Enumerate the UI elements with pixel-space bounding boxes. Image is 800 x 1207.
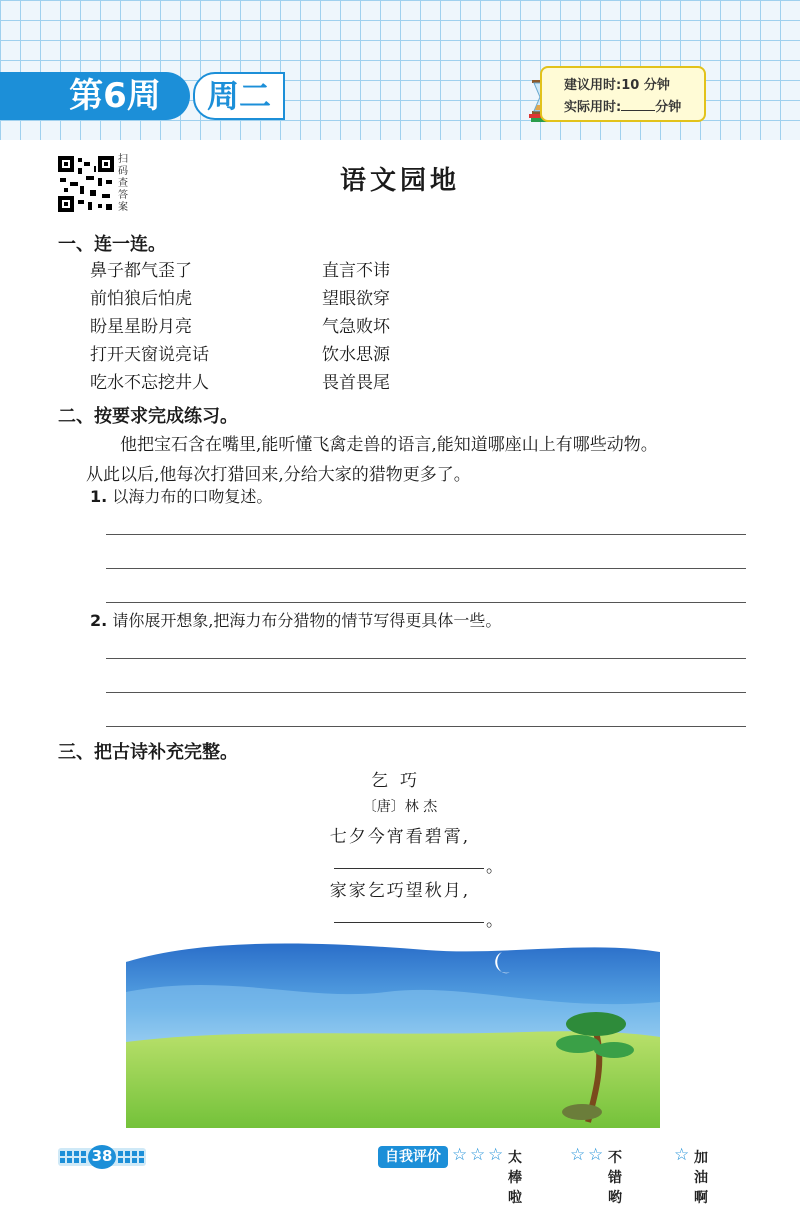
question-2 bbox=[90, 608, 501, 631]
passage-line-1: 他把宝石含在嘴里,能听懂飞禽走兽的语言,能知道哪座山上有哪些动物。 bbox=[120, 435, 658, 455]
poem-blank-line-2[interactable] bbox=[334, 868, 484, 869]
poem-period: 。 bbox=[486, 911, 503, 931]
poem-line-1: 七夕今宵看碧霄, bbox=[329, 827, 471, 847]
rating-label-3: 加油啊 bbox=[694, 1150, 708, 1206]
time-box bbox=[540, 66, 706, 122]
answer-line[interactable] bbox=[106, 534, 746, 535]
day-label: 周二 bbox=[206, 77, 271, 115]
answer-line[interactable] bbox=[106, 726, 746, 727]
answer-line[interactable] bbox=[106, 568, 746, 569]
poem-title: 乞巧 bbox=[371, 771, 429, 791]
page-number: 38 bbox=[91, 1147, 113, 1165]
match-right-item[interactable]: 畏首畏尾 bbox=[322, 373, 390, 393]
section-2-heading: 二、按要求完成练习。 bbox=[58, 406, 238, 427]
star-icon[interactable]: ☆ bbox=[570, 1145, 586, 1165]
match-left-item[interactable]: 鼻子都气歪了 bbox=[90, 261, 192, 281]
question-2-number: 2. bbox=[90, 611, 108, 630]
poem-blank-line-4[interactable] bbox=[334, 922, 484, 923]
passage-line-2: 从此以后,他每次打猎回来,分给大家的猎物更多了。 bbox=[86, 465, 471, 485]
day-tab bbox=[193, 72, 285, 120]
actual-time-blank[interactable] bbox=[621, 98, 655, 111]
actual-time-suffix: 分钟 bbox=[655, 100, 682, 115]
landscape-illustration bbox=[126, 932, 660, 1128]
question-2-text: 请你展开想象,把海力布分猎物的情节写得更具体一些。 bbox=[112, 611, 502, 630]
match-right-item[interactable]: 望眼欲穿 bbox=[322, 289, 390, 309]
match-left-item[interactable]: 打开天窗说亮话 bbox=[90, 345, 209, 365]
self-evaluation-tag: 自我评价 bbox=[378, 1146, 448, 1168]
section-1-heading: 一、连一连。 bbox=[58, 234, 166, 255]
answer-line[interactable] bbox=[106, 692, 746, 693]
answer-line[interactable] bbox=[106, 658, 746, 659]
question-1 bbox=[90, 484, 272, 507]
suggested-time: 建议用时:10 分钟 bbox=[564, 78, 670, 93]
answer-line[interactable] bbox=[106, 602, 746, 603]
star-icon[interactable]: ☆ bbox=[452, 1145, 468, 1165]
question-1-text: 以海力布的口吻复述。 bbox=[112, 487, 273, 506]
actual-time-prefix: 实际用时: bbox=[564, 100, 622, 115]
poem-line-3: 家家乞巧望秋月, bbox=[329, 881, 471, 901]
match-left-item[interactable]: 盼星星盼月亮 bbox=[90, 317, 192, 337]
actual-time bbox=[564, 96, 681, 115]
star-icon[interactable]: ☆ bbox=[588, 1145, 604, 1165]
match-right-item[interactable]: 饮水思源 bbox=[322, 345, 390, 365]
match-right-item[interactable]: 气急败坏 bbox=[322, 317, 390, 337]
match-left-item[interactable]: 前怕狼后怕虎 bbox=[90, 289, 192, 309]
question-1-number: 1. bbox=[90, 487, 108, 506]
star-icon[interactable]: ☆ bbox=[674, 1145, 690, 1165]
qr-label: 扫码查答案 bbox=[118, 154, 128, 213]
section-3-heading: 三、把古诗补充完整。 bbox=[58, 742, 238, 763]
star-icon[interactable]: ☆ bbox=[488, 1145, 504, 1165]
poem-author: 〔唐〕林 杰 bbox=[362, 799, 438, 815]
week-label: 第6周 bbox=[69, 76, 161, 116]
star-icon[interactable]: ☆ bbox=[470, 1145, 486, 1165]
week-tab bbox=[40, 72, 190, 120]
rating-label-1: 太棒啦 bbox=[508, 1150, 522, 1206]
poem-period: 。 bbox=[486, 857, 503, 877]
match-left-item[interactable]: 吃水不忘挖井人 bbox=[90, 373, 209, 393]
match-right-item[interactable]: 直言不讳 bbox=[322, 261, 390, 281]
rating-label-2: 不错哟 bbox=[608, 1150, 622, 1206]
page-title: 语文园地 bbox=[339, 166, 460, 196]
